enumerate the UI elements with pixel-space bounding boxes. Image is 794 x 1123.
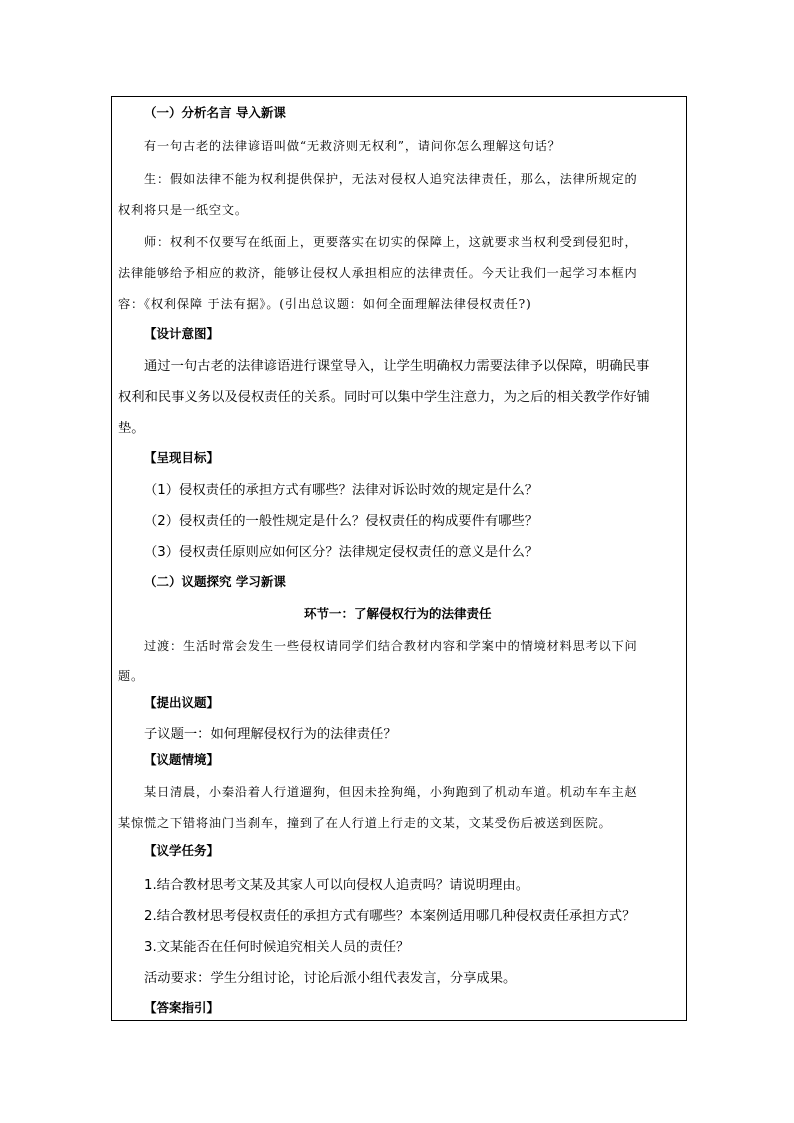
goal-item-2: （2）侵权责任的一般性规定是什么？侵权责任的构成要件有哪些？ [144, 514, 539, 529]
link-one-title: 环节一：了解侵权行为的法律责任 [304, 606, 492, 621]
goal-item-3: （3）侵权责任原则应如何区分？法律规定侵权责任的意义是什么？ [144, 545, 539, 560]
teacher-line-3: 容：《权利保障 于法有据》。(引出总议题：如何全面理解法律侵权责任?) [118, 297, 532, 311]
teacher-line-2: 法律能够给予相应的救济，能够让侵权人承担相应的法律责任。今天让我们一起学习本框内 [118, 266, 638, 280]
task-item-1: 1.结合教材思考文某及其家人可以向侵权人追责吗？请说明理由。 [144, 878, 529, 893]
goals-heading: 【呈现目标】 [144, 450, 220, 465]
sub-topic-one: 子议题一：如何理解侵权行为的法律责任？ [144, 727, 397, 742]
transition-line-1: 过渡：生活时常会发生一些侵权请同学们结合教材内容和学案中的情境材料思考以下问 [144, 639, 638, 653]
design-intent-line-3: 垫。 [118, 421, 145, 436]
task-heading: 【议学任务】 [144, 843, 220, 858]
answer-guide-heading: 【答案指引】 [144, 1000, 220, 1015]
design-intent-line-2: 权利和民事义务以及侵权责任的关系。同时可以集中学生注意力，为之后的相关教学作好铺 [118, 390, 650, 405]
situation-line-1: 某日清晨，小秦沿着人行道遛狗，但因未拴狗绳，小狗跑到了机动车道。机动车车主赵 [144, 785, 638, 799]
task-item-2: 2.结合教材思考侵权责任的承担方式有哪些？本案例适用哪几种侵权责任承担方式？ [144, 909, 636, 924]
student-answer-line-1: 生：假如法律不能为权利提供保护，无法对侵权人追究法律责任，那么，法律所规定的 [144, 172, 638, 186]
teacher-line-1: 师：权利不仅要写在纸面上，更要落实在切实的保障上，这就要求当权利受到侵犯时， [144, 235, 638, 249]
topic-heading: 【提出议题】 [144, 695, 220, 710]
situation-line-2: 某惊慌之下错将油门当刹车，撞到了在人行道上行走的文某，文某受伤后被送到医院。 [118, 816, 612, 830]
activity-requirement: 活动要求：学生分组讨论，讨论后派小组代表发言，分享成果。 [144, 971, 517, 986]
task-item-3: 3.文某能否在任何时候追究相关人员的责任？ [144, 940, 410, 955]
section-two-title: （二）议题探究 学习新课 [144, 574, 286, 589]
goal-item-1: （1）侵权责任的承担方式有哪些？法律对诉讼时效的规定是什么？ [144, 483, 539, 498]
situation-heading: 【议题情境】 [144, 752, 220, 767]
design-intent-heading: 【设计意图】 [144, 326, 220, 341]
transition-line-2: 题。 [118, 669, 144, 683]
student-answer-line-2: 权利将只是一纸空文。 [118, 203, 248, 217]
design-intent-line-1: 通过一句古老的法律谚语进行课堂导入，让学生明确权力需要法律予以保障，明确民事 [144, 359, 650, 374]
intro-question: 有一句古老的法律谚语叫做“无救济则无权利”，请问你怎么理解这句话？ [144, 139, 561, 153]
section-one-title: （一）分析名言 导入新课 [144, 105, 286, 120]
